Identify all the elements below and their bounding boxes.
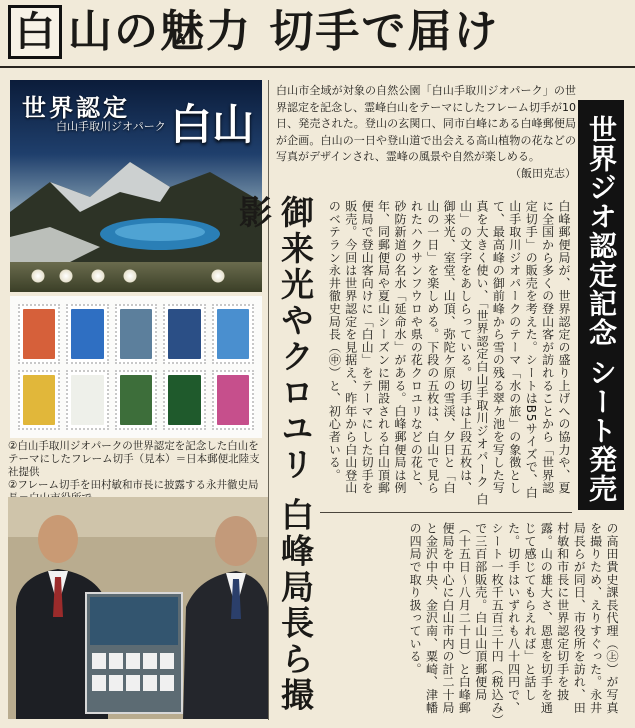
- byline: （飯田克志）: [510, 166, 576, 180]
- sub-heading: 御来光やクロユリ 白峰局長ら撮影: [234, 195, 315, 714]
- stamp-image: [23, 309, 55, 359]
- stamp-image: [71, 309, 103, 359]
- sheet-big-title: 白山: [170, 100, 255, 149]
- photo-caption: [8, 440, 266, 505]
- caption-line-2: ②フレーム切手を田村敏和市長に披露する永井徹史局: [8, 479, 259, 491]
- flower-icon: [30, 268, 46, 284]
- stamp-sheet: [10, 296, 262, 438]
- stamp-image: [168, 309, 200, 359]
- sheet-subtitle: 白山手取川ジオパーク: [56, 120, 166, 133]
- flower-icon: [210, 268, 226, 284]
- stamp: [163, 304, 205, 364]
- section-rule: [320, 512, 572, 513]
- caption-line-1: ②白山手取川ジオパークの世界認定を記念した白山をテーマにしたフレーム切手（見本）＝日本郵便北陸支社提供: [8, 440, 260, 478]
- stamp: [115, 370, 157, 430]
- stamp: [66, 304, 108, 364]
- stamp: [115, 304, 157, 364]
- stamp: [212, 370, 254, 430]
- stamp-image: [217, 375, 249, 425]
- article-body-lower: の高田貴史課長代理（㊤）が写真を撮りため、えりすぐった。永井局長らが同日、市役所を訪れ、田村敏和市長に世界認定切手を披露。山の雄大さ、恩恵を切手を通じて感じてもらえれば」と話した。切手はいずれも八十四円で、シート一枚千五百三十円（税込み）で三百部販売。白山山頂郵便局（十五日～八月二十日）と白峰郵便局を中心に白山市内の計二十局と金沢中央、金沢南、粟崎、津幡の四局で取り扱っている。: [408, 522, 619, 721]
- stamp-image: [23, 375, 55, 425]
- stamp: [18, 370, 60, 430]
- ceremony-photo: [8, 497, 268, 719]
- flower-icon: [58, 268, 74, 284]
- stamp: [212, 304, 254, 364]
- stamp: [66, 370, 108, 430]
- two-men-holding-sheet-image: [8, 497, 268, 719]
- headline: [8, 3, 628, 61]
- lead-paragraph: [276, 83, 576, 182]
- stamp-image: [120, 375, 152, 425]
- stamp-image: [71, 375, 103, 425]
- stamp-image: [168, 375, 200, 425]
- sheet-header-photo: [10, 80, 262, 292]
- stamp-image: [217, 309, 249, 359]
- headline-boxed-char: 白: [8, 5, 62, 59]
- headline-text: 山の魅力 切手で届け: [68, 6, 500, 57]
- side-heading: 世界ジオ認定記念 シート発売: [578, 100, 624, 510]
- column-divider: [268, 80, 269, 720]
- flower-icon: [90, 268, 106, 284]
- article-body-upper: 白峰郵便局が、世界認定の盛り上げへの協力や、夏に全国から多くの登山客が訪れることから「世界認定切手」の販売を考えた。シートはB5サイズで、白山手取川ジオパークのテーマ「水の旅」の象徴として、最高峰の御前峰から雪の残る翠ケ池を写した写真を大きく使い、「世界認定白山手取川ジオパーク 白山」の文字をあしらっている。切手は上段五枚は、御来光、室堂、山頂、弥陀ケ原の雪渓、夕日と「白山の一日」を楽しめる。下段の五枚は、白山で見られたハクサンフウロや県の花クロユリなどの花と、砂防新道の名水「延命水」がある。白峰郵便局は例年、同郵便局や夏山シーズンに開設される白山頂郵便局で登山客向けに「白山」をテーマにした切手を販売。今回は世界認定を見据え、昨年から白山登山のベテラン永井徹史局長（㊥）と、初心者いる。: [327, 200, 571, 506]
- headline-rule: [0, 66, 635, 68]
- lead-text: 白山市全域が対象の自然公園「白山手取川ジオパーク」の世界認定を記念し、霊峰白山をテーマにしたフレーム切手が10日、発売された。登山の玄関口、同市白峰にある白峰郵便局が企画。白山の一日や登山道で出会える高山植物の花などの写真がデザインされ、霊峰の風景や自然が楽しめる。: [276, 84, 576, 163]
- stamp: [163, 370, 205, 430]
- stamp: [18, 304, 60, 364]
- stamp-image: [120, 309, 152, 359]
- sheet-title: 世界認定: [22, 93, 130, 122]
- flower-icon: [122, 268, 138, 284]
- mountain-landscape-image: [10, 142, 262, 262]
